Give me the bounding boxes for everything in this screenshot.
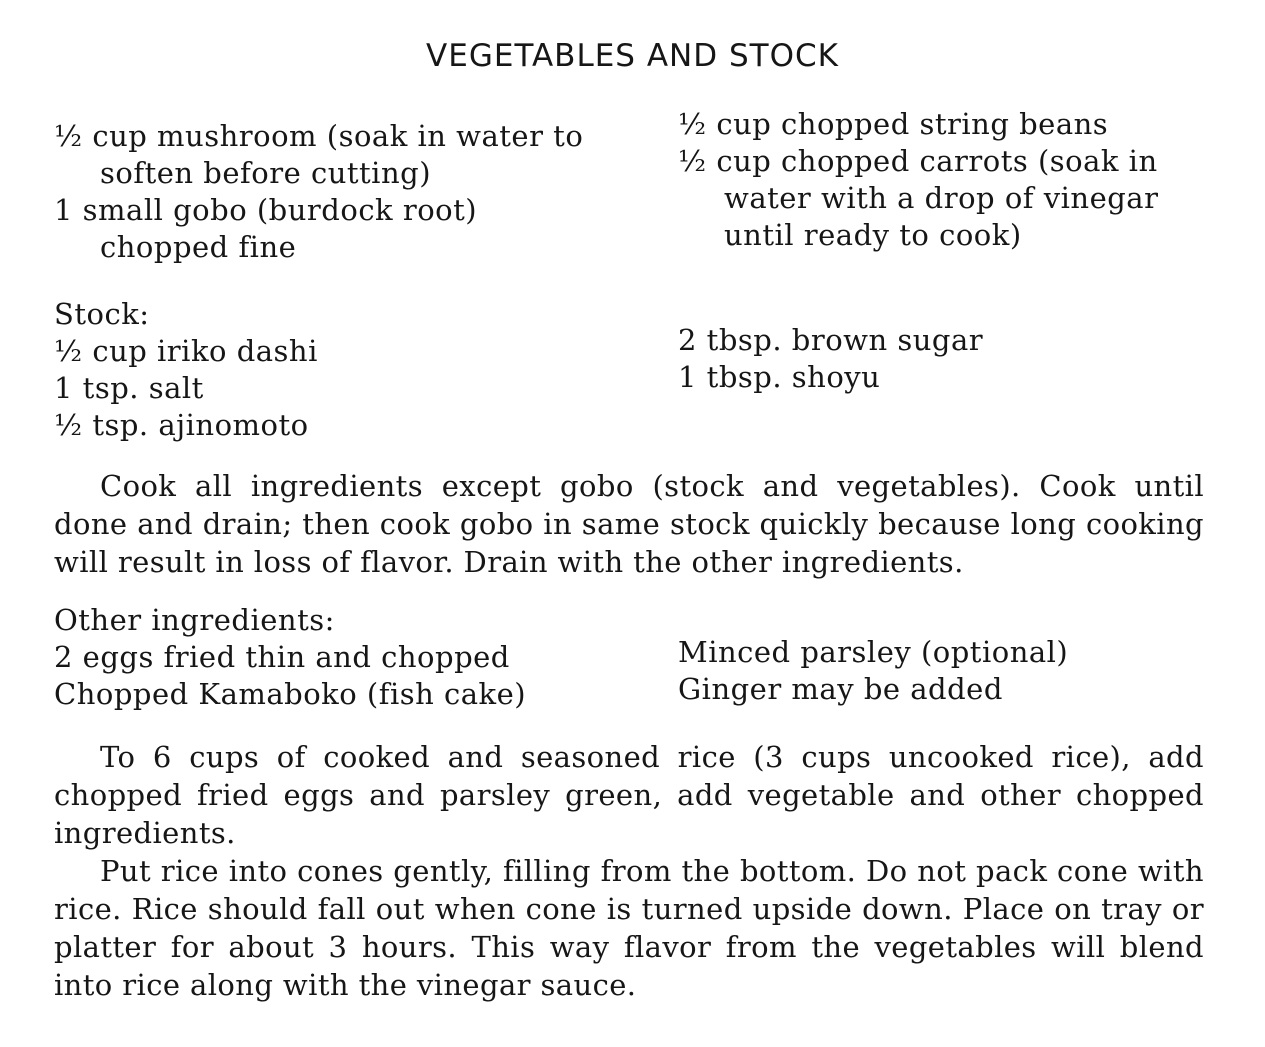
ingredient-line: Chopped Kamaboko (fish cake): [54, 677, 527, 711]
other-heading: Other ingredients:: [54, 603, 335, 637]
rice-paragraph: To 6 cups of cooked and seasoned rice (3 cups uncooked rice), add chopped fried eggs and parsley green, add vegetable and other chopped ingredients.: [54, 740, 1204, 850]
ingredient-line: chopped fine: [100, 230, 297, 264]
other-right-list: [678, 634, 1068, 708]
stock-left-list: [54, 296, 318, 444]
other-left-list: [54, 602, 526, 713]
page-title: VEGETABLES AND STOCK: [426, 38, 839, 74]
ingredient-line: ½ tsp. ajinomoto: [54, 408, 309, 442]
ingredient-line: 1 small gobo (burdock root): [54, 193, 478, 227]
ingredient-line: 2 eggs fried thin and chopped: [54, 640, 510, 674]
vegetables-left-list: [54, 118, 583, 266]
ingredient-line: ½ cup iriko dashi: [54, 334, 318, 368]
stock-heading: Stock:: [54, 297, 150, 331]
cook-instructions: [54, 467, 1204, 581]
ingredient-line: Minced parsley (optional): [678, 635, 1069, 669]
cone-paragraph: Put rice into cones gently, filling from the bottom. Do not pack cone with rice. Rice should fall out when cone is turned upside down. Place on tray or platter for about 3 hours. This way flavor from the vegetables will blend into rice along with the vinegar sauce.: [54, 854, 1204, 1002]
ingredient-line: 1 tsp. salt: [54, 371, 204, 405]
ingredient-line: water with a drop of vinegar: [724, 181, 1159, 215]
cook-paragraph: Cook all ingredients except gobo (stock and vegetables). Cook until done and drain; then cook gobo in same stock quickly because long cooking will result in loss of flavor. Drain with the other ingredients.: [54, 469, 1204, 579]
vegetables-right-list: [678, 106, 1158, 254]
ingredient-line: soften before cutting): [100, 156, 432, 190]
ingredient-line: ½ cup mushroom (soak in water to: [54, 119, 584, 153]
ingredient-line: ½ cup chopped string beans: [678, 107, 1109, 141]
assembly-instructions: [54, 738, 1204, 1004]
ingredient-line: Ginger may be added: [678, 672, 1003, 706]
ingredient-line: ½ cup chopped carrots (soak in: [678, 144, 1158, 178]
ingredient-line: 2 tbsp. brown sugar: [678, 323, 984, 357]
ingredient-line: until ready to cook): [724, 218, 1022, 252]
ingredient-line: 1 tbsp. shoyu: [678, 360, 881, 394]
stock-right-list: [678, 322, 983, 396]
